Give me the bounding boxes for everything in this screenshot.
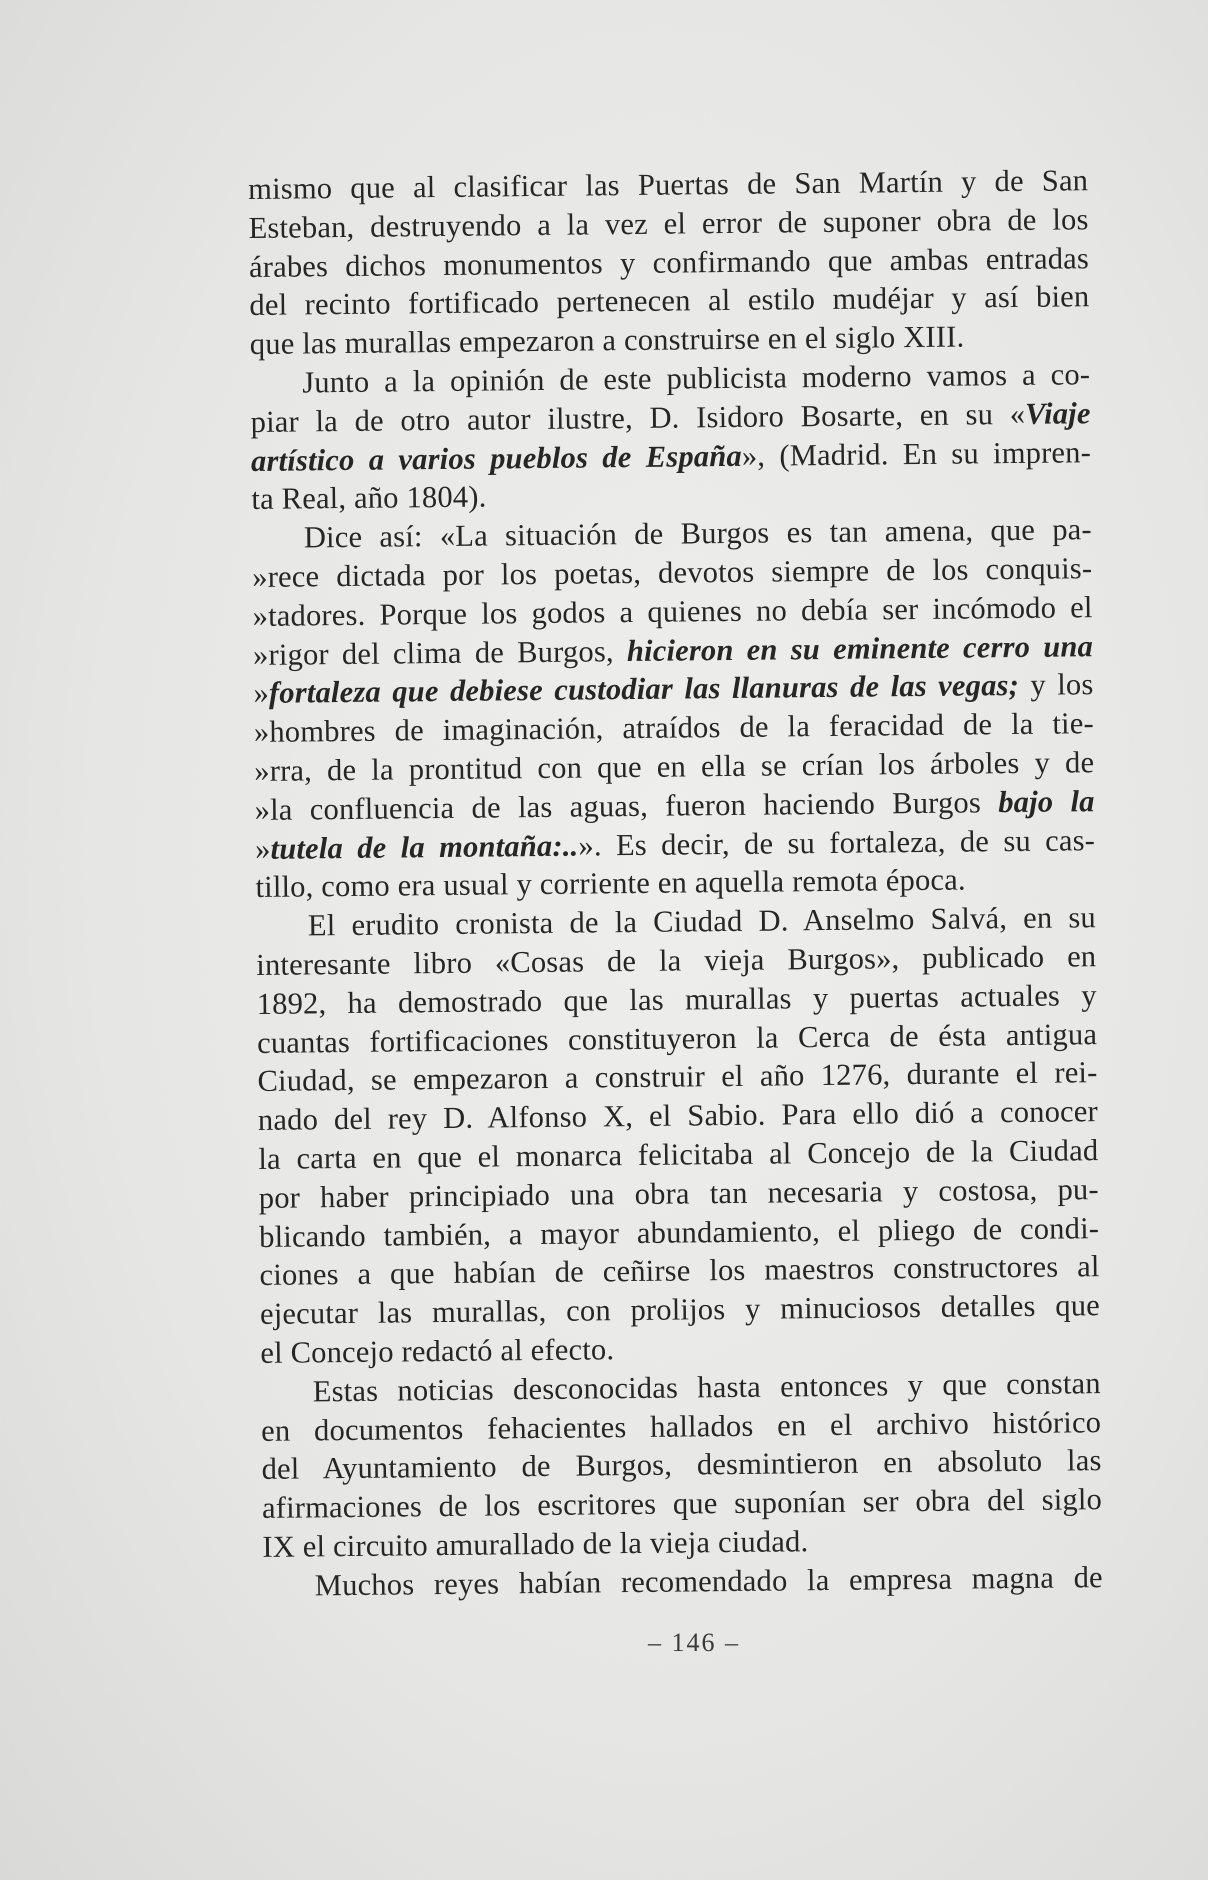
page-number: – 146 – — [648, 1628, 740, 1657]
text-run: y los — [1030, 667, 1094, 703]
text-line: »hombres de imaginación, atraídos de la feracidad de la tie- — [253, 706, 1095, 750]
text-line: »tadores. Porque los godos a quienes no debía ser incómodo el — [252, 589, 1093, 633]
text-line: la carta en que el monarca felicitaba al Concejo de la Ciudad — [258, 1133, 1099, 1176]
text-line: 1892, ha demostrado que las murallas y puertas actuales y — [256, 977, 1097, 1021]
text-line: interesante libro «Cosas de la vieja Burgos», publicado en — [256, 939, 1097, 982]
text-line: ejecutar las murallas, con prolijos y minuciosos detalles que — [259, 1288, 1101, 1332]
text-line: »rece dictada por los poetas, devotos siempre de los conquis- — [252, 551, 1093, 594]
text-line: por haber principiado una obra tan necesaria y costosa, pu- — [258, 1171, 1099, 1215]
text-line: mismo que al clasificar las Puertas de San Martín y de San — [248, 163, 1089, 206]
text-line: Muchos reyes habían recomendado la empresa magna de — [314, 1559, 1103, 1603]
text-run: ». Es decir, de su fortaleza, de su cas- — [578, 822, 1096, 863]
text-run: »rigor del clima de Burgos, — [252, 633, 614, 672]
italic-run: fortaleza que debiese custodiar las llanuras de las vegas; — [268, 668, 1020, 711]
text-line: en documentos fehacientes hallados en el archivo histórico — [261, 1404, 1102, 1448]
text-run: »la confluencia de las aguas, fueron haciendo Burgos — [254, 785, 982, 827]
text-line: El erudito cronista de la Ciudad D. Anselmo Salvá, en su — [307, 900, 1097, 943]
italic-run: tutela de la montaña:.. — [270, 828, 579, 866]
text-line: afirmaciones de los escritores que suponían ser obra del siglo — [261, 1482, 1103, 1526]
text-line: que las murallas empezaron a construirse en el siglo XIII. — [249, 319, 965, 362]
text-run: » — [253, 676, 270, 711]
italic-run: Viaje — [1025, 395, 1091, 431]
text-line: Dice así: «La situación de Burgos es tan amena, que pa- — [303, 512, 1092, 555]
text-line: Junto a la opinión de este publicista moderno vamos a co- — [302, 357, 1091, 400]
text-line: Esteban, destruyendo a la vez el error de suponer obra de los — [248, 201, 1089, 245]
text-line: ciones a que habían de ceñirse los maestros constructores al — [259, 1249, 1100, 1293]
text-line: »rra, de la prontitud con que en ella se crían los árboles y de — [254, 745, 1095, 788]
text-line: IX el circuito amurallado de la vieja ciudad. — [262, 1524, 809, 1564]
text-run: » — [254, 831, 271, 866]
text-line: el Concejo redactó al efecto. — [260, 1332, 615, 1370]
text-line: blicando también, a mayor abundamiento, el pliego de condi- — [258, 1210, 1100, 1254]
text-line: nado del rey D. Alfonso X, el Sabio. Para ello dió a conocer — [257, 1094, 1099, 1138]
italic-run: bajo la — [998, 783, 1095, 819]
text-run: », (Madrid. En su impren- — [741, 434, 1092, 473]
italic-run: artístico a varios pueblos de España — [250, 438, 743, 478]
text-run: piar la de otro autor ilustre, D. Isidoro Bosarte, en su « — [250, 396, 1026, 439]
text-line: tillo, como era usual y corriente en aquella remota época. — [255, 862, 966, 905]
text-line: cuantas fortificaciones constituyeron la Cerca de ésta antigua — [256, 1016, 1098, 1060]
text-line: Estas noticias desconocidas hasta entonces y que constan — [312, 1365, 1101, 1409]
text-line: del recinto fortificado pertenecen al estilo mudéjar y así bien — [249, 279, 1090, 323]
body-text — [248, 161, 1103, 1605]
text-line: del Ayuntamiento de Burgos, desmintieron en absoluto las — [261, 1443, 1102, 1487]
text-line: Ciudad, se empezaron a construir el año 1276, durante el rei- — [257, 1055, 1098, 1099]
italic-run: hicieron en su eminente cerro una — [626, 628, 1094, 668]
text-line: árabes dichos monumentos y confirmando que ambas entradas — [248, 240, 1090, 284]
text-line: ta Real, año 1804). — [251, 479, 487, 517]
